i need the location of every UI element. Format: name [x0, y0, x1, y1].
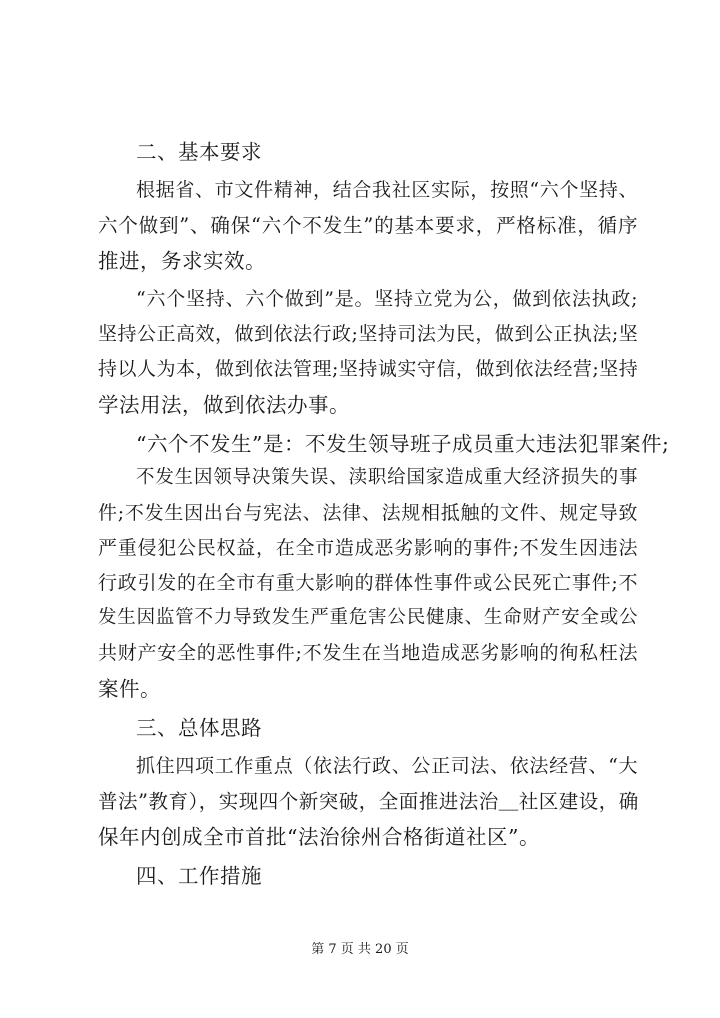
section-heading-work-measures: 四、工作措施 — [136, 864, 262, 888]
paragraph-line: 共财产安全的恶性事件;不发生在当地造成恶劣影响的徇私枉法 — [98, 642, 638, 664]
paragraph-line: 件;不发生因出台与宪法、法律、法规相抵触的文件、规定导致 — [98, 502, 638, 524]
page-number-footer: 第 7 页 共 20 页 — [311, 942, 409, 957]
paragraph-line: 六个做到”、确保“六个不发生”的基本要求，严格标准，循序 — [98, 214, 638, 237]
paragraph-line: 行政引发的在全市有重大影响的群体性事件或公民死亡事件;不 — [98, 572, 638, 594]
section-heading-overall-approach: 三、总体思路 — [136, 716, 262, 740]
paragraph-line: 不发生因领导决策失误、渎职给国家造成重大经济损失的事 — [136, 467, 638, 488]
paragraph-line: “六个不发生”是：不发生领导班子成员重大违法犯罪案件; — [136, 432, 670, 456]
section-heading-basic-requirements: 二、基本要求 — [136, 140, 262, 164]
paragraph-line: 坚持公正高效，做到依法行政;坚持司法为民，做到公正执法;坚 — [98, 323, 639, 345]
paragraph-line: “六个坚持、六个做到”是。坚持立党为公，做到依法执政; — [136, 288, 638, 310]
paragraph-line: 保年内创成全市首批“法治徐州合格街道社区”。 — [98, 825, 540, 849]
paragraph-line: 抓住四项工作重点（依法行政、公正司法、依法经营、“大 — [136, 755, 638, 777]
paragraph-line: 发生因监管不力导致发生严重危害公民健康、生命财产安全或公 — [98, 607, 638, 628]
paragraph-line: 学法用法，做到依法办事。 — [98, 393, 350, 417]
paragraph-line: 普法”教育），实现四个新突破，全面推进法治＿社区建设，确 — [98, 790, 639, 813]
paragraph-line: 根据省、市文件精神，结合我社区实际，按照“六个坚持、 — [136, 179, 638, 201]
paragraph-line: 推进，务求实效。 — [98, 249, 266, 273]
paragraph-line: 案件。 — [98, 677, 161, 701]
paragraph-line: 严重侵犯公民权益，在全市造成恶劣影响的事件;不发生因违法 — [98, 537, 638, 559]
paragraph-line: 持以人为本，做到依法管理;坚持诚实守信，做到依法经营;坚持 — [98, 358, 639, 380]
